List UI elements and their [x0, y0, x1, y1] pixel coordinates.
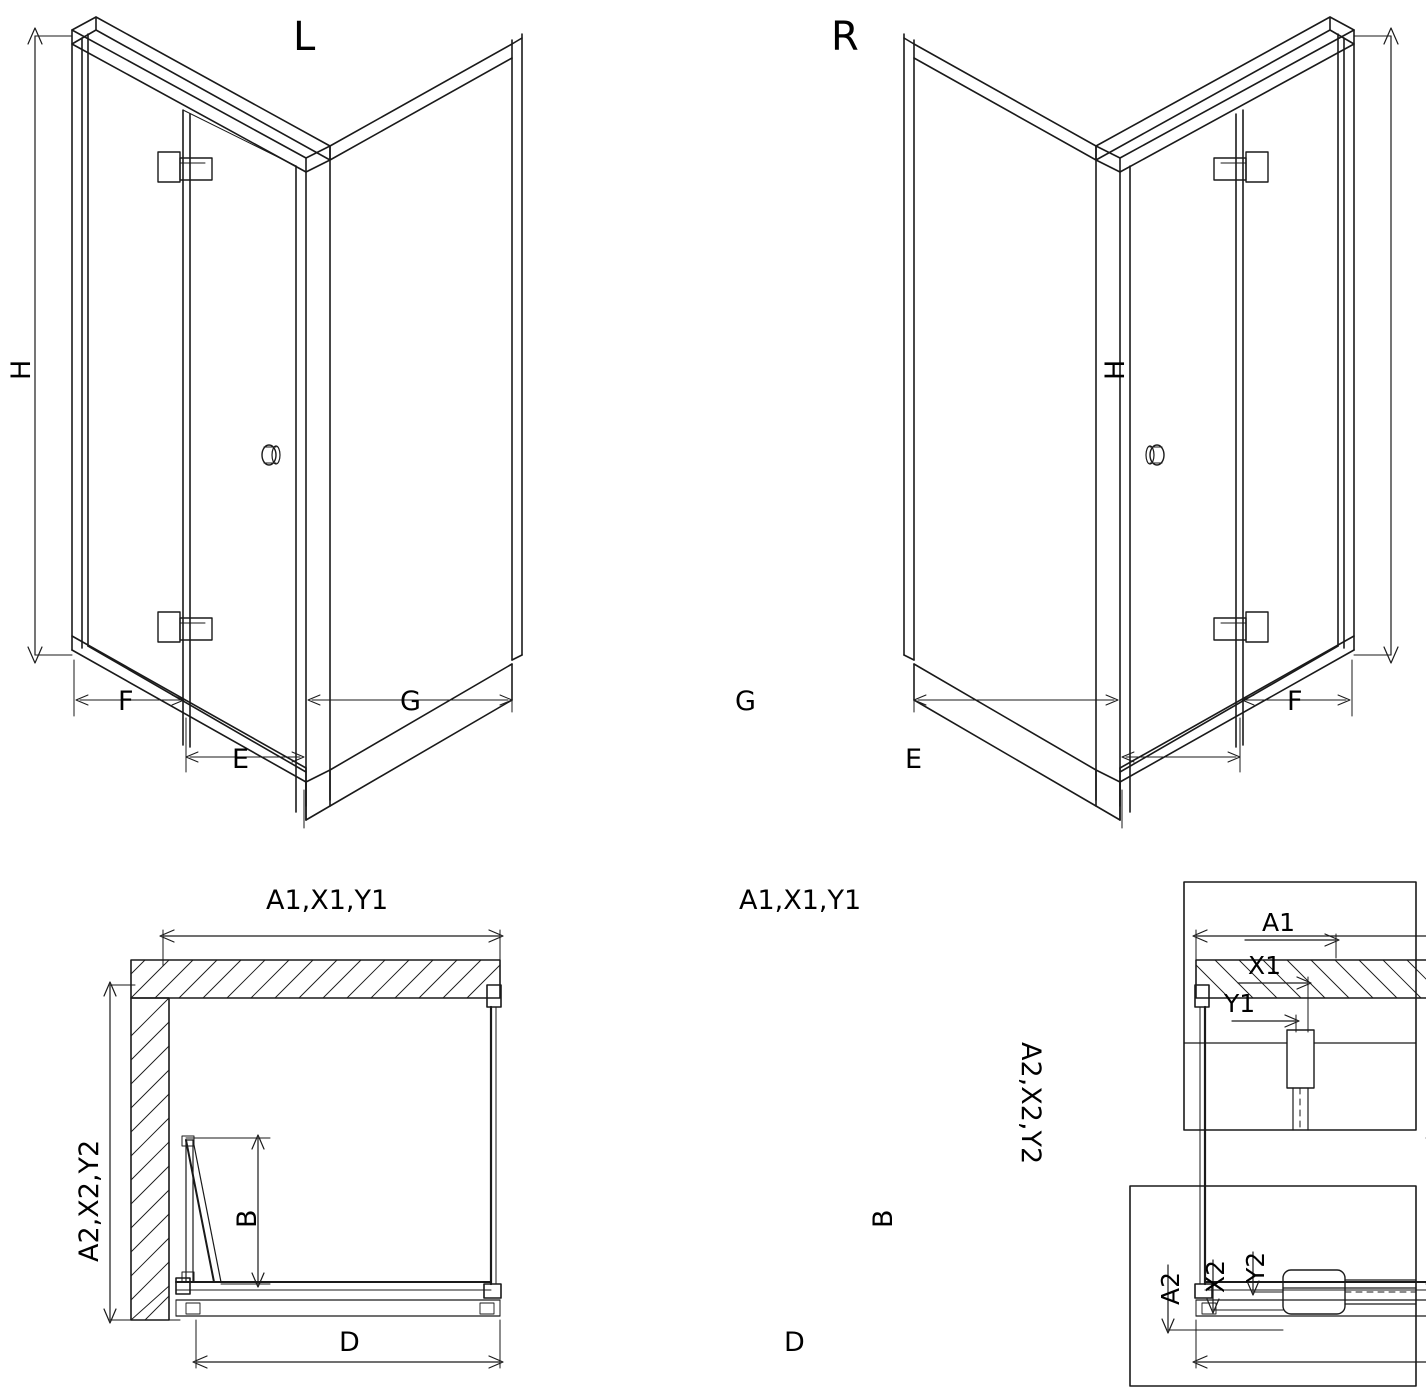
iso-left-group [28, 17, 522, 828]
detail-bottom-a2-label: A2 [1156, 1271, 1185, 1305]
iso-right-panel-g-label: G [735, 686, 756, 717]
plan-right-top-dimension-label: A1,X1,Y1 [739, 885, 862, 916]
plan-right-bottom-dimension-label: D [784, 1327, 805, 1358]
plan-left-top-dimension-label: A1,X1,Y1 [266, 885, 389, 916]
iso-right-height-label: H [1100, 359, 1131, 380]
detail-top-group [1184, 882, 1416, 1130]
iso-left-height-label: H [6, 359, 37, 380]
plan-left-side-dimension-label: A2,X2,Y2 [74, 1139, 105, 1262]
view-title-right: R [831, 14, 859, 60]
plan-left-door-opening-label: B [232, 1209, 263, 1228]
iso-left-panel-f-label: F [118, 686, 134, 717]
detail-top-y1-label: Y1 [1224, 989, 1256, 1018]
iso-right-panel-e-label: E [905, 744, 923, 775]
plan-right-side-dimension-label: A2,X2,Y2 [1015, 1042, 1046, 1165]
iso-right-panel-f-label: F [1287, 686, 1303, 717]
detail-top-a1-label: A1 [1262, 908, 1296, 937]
detail-bottom-y2-label: Y2 [1241, 1251, 1270, 1283]
detail-bottom-x2-label: X2 [1201, 1259, 1230, 1293]
iso-left-panel-g-label: G [400, 686, 421, 717]
iso-left-panel-e-label: E [232, 744, 250, 775]
view-title-left: L [293, 14, 316, 60]
detail-top-x1-label: X1 [1248, 951, 1282, 980]
plan-right-door-opening-label: B [868, 1209, 899, 1228]
plan-left-bottom-dimension-label: D [339, 1327, 360, 1358]
plan-left-group [104, 930, 503, 1368]
iso-right-group [904, 17, 1398, 828]
